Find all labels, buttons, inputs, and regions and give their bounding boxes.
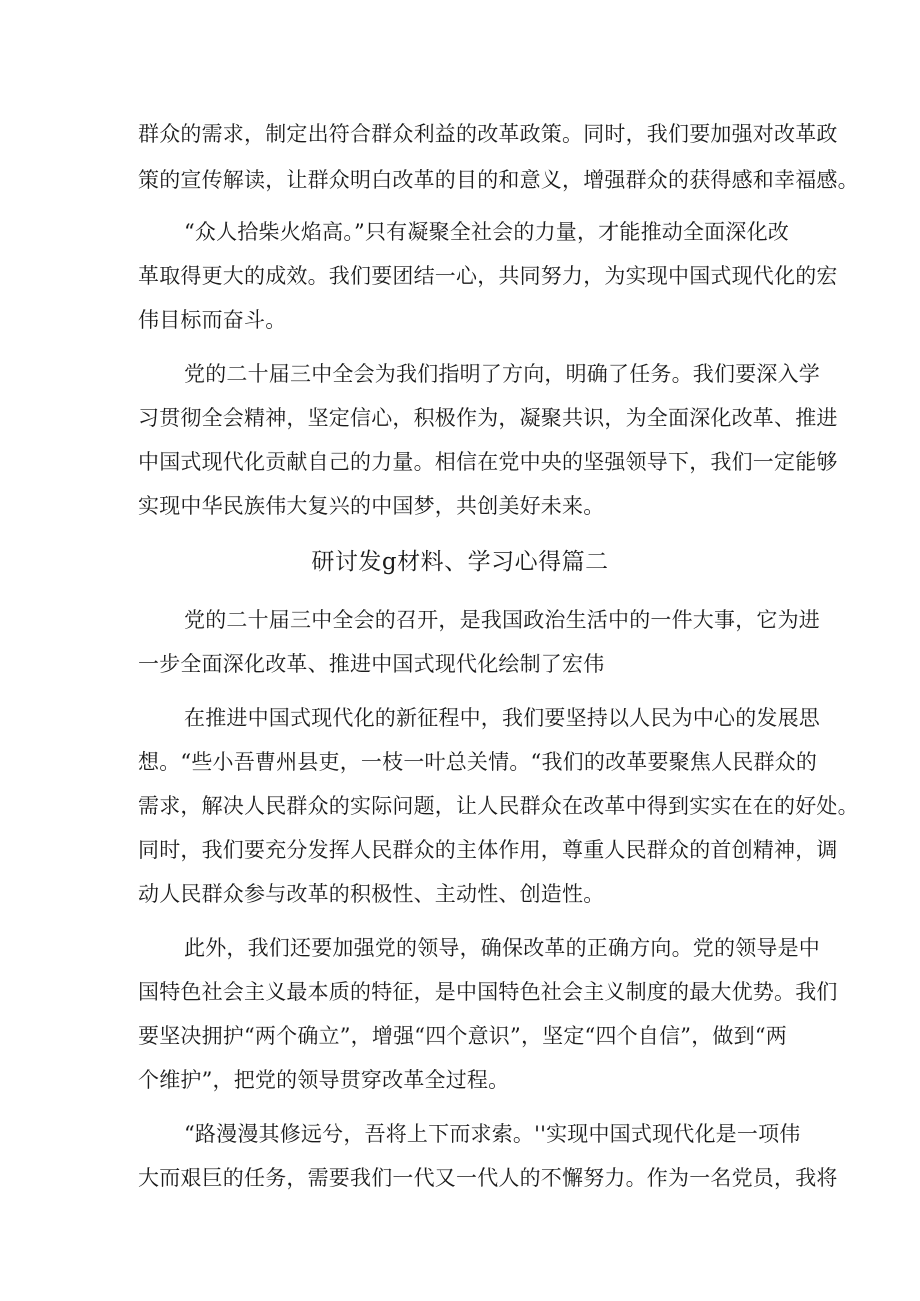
paragraph-line: 策的宣传解读，让群众明白改革的目的和意义，增强群众的获得感和幸福感。 <box>138 168 859 192</box>
paragraph-line: 伟目标而奋斗。 <box>138 308 287 332</box>
paragraph-line: 在推进中国式现代化的新征程中，我们要坚持以人民为中心的发展思 <box>184 706 820 730</box>
paragraph-line: 个维护”，把党的领导贯穿改革全过程。 <box>138 1068 510 1092</box>
paragraph-line: 一步全面深化改革、推进中国式现代化绘制了宏伟 <box>138 652 605 676</box>
paragraph-line: 习贯彻全会精神，坚定信心，积极作为，凝聚共识，为全面深化改革、推进 <box>138 406 838 430</box>
paragraph-line: 党的二十届三中全会为我们指明了方向，明确了任务。我们要深入学 <box>184 362 820 386</box>
paragraph-line: 大而艰巨的任务，需要我们一代又一代人的不懈努力。作为一名党员，我将 <box>138 1166 838 1190</box>
paragraph-line: 动人民群众参与改革的积极性、主动性、创造性。 <box>138 882 605 906</box>
paragraph-line: 想。“些小吾曹州县吏，一枝一叶总关情。“我们的改革要聚焦人民群众的 <box>138 750 818 774</box>
paragraph-line: 此外，我们还要加强党的领导，确保改革的正确方向。党的领导是中 <box>184 936 820 960</box>
paragraph-line: 实现中华民族伟大复兴的中国梦，共创美好未来。 <box>138 494 605 518</box>
paragraph-line: “众人拾柴火焰高。”只有凝聚全社会的力量，才能推动全面深化改 <box>184 220 789 244</box>
paragraph-line: 中国式现代化贡献自己的力量。相信在党中央的坚强领导下，我们一定能够 <box>138 450 838 474</box>
paragraph-line: 需求，解决人民群众的实际问题，让人民群众在改革中得到实实在在的好处。 <box>138 794 859 818</box>
paragraph-line: 同时，我们要充分发挥人民群众的主体作用，尊重人民群众的首创精神，调 <box>138 838 838 862</box>
paragraph-line: “路漫漫其修远兮，吾将上下而求索。''实现中国式现代化是一项伟 <box>184 1122 801 1146</box>
paragraph-line: 国特色社会主义最本质的特征，是中国特色社会主义制度的最大优势。我们 <box>138 980 838 1004</box>
paragraph-line: 革取得更大的成效。我们要团结一心，共同努力，为实现中国式现代化的宏 <box>138 264 838 288</box>
paragraph-line: 要坚决拥护“两个确立”，增强“四个意识”，坚定“四个自信”，做到“两 <box>138 1024 787 1048</box>
section-heading: 研讨发g材料、学习心得篇二 <box>311 549 609 575</box>
paragraph-line: 党的二十届三中全会的召开，是我国政治生活中的一件大事，它为进 <box>184 608 820 632</box>
paragraph-line: 群众的需求，制定出符合群众利益的改革政策。同时，我们要加强对改革政 <box>138 122 838 146</box>
